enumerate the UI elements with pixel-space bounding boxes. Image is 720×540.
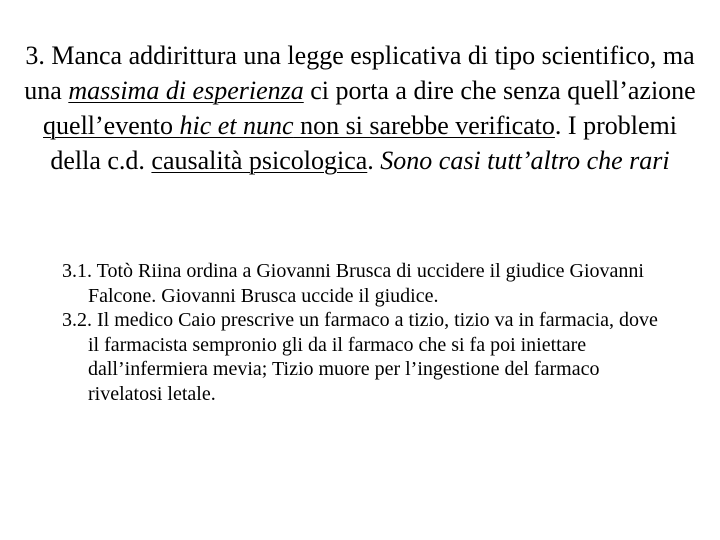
- title-text-4: .: [367, 146, 381, 175]
- list-item: 3.1. Totò Riina ordina a Giovanni Brusca di uccidere il giudice Giovanni Falcone. Giovanni Brusca uccide il giudice.: [62, 260, 644, 307]
- title-text-3: . I problemi della c.d.: [50, 111, 677, 175]
- list-item: 3.2. Il medico Caio prescrive un farmaco a tizio, tizio va in farmacia, dove il farmacista sempronio gli da il farmaco che si fa poi iniettare dall’infermiera mevia; Tizio muore per l’ingestione del farmaco rivelatosi letale.: [62, 309, 658, 405]
- title-text-verificato: non si sarebbe verificato: [293, 111, 555, 140]
- title-emphasis-massima: massima di esperienza: [68, 76, 304, 105]
- title-emphasis-rari: Sono casi tutt’altro che rari: [380, 146, 670, 175]
- example-list: [62, 259, 662, 406]
- title-emphasis-hic-et-nunc: hic et nunc: [179, 111, 294, 140]
- slide-title: [20, 38, 700, 178]
- title-text-evento: quell’evento: [43, 111, 180, 140]
- title-underlined-causalita: causalità psicologica: [151, 146, 368, 175]
- title-text-1: 3. Manca addirittura una legge esplicativa di tipo scientifico, ma una: [24, 41, 695, 105]
- title-text-2: ci porta a dire che senza quell’azione: [303, 76, 696, 105]
- title-underlined-evento: [43, 111, 555, 140]
